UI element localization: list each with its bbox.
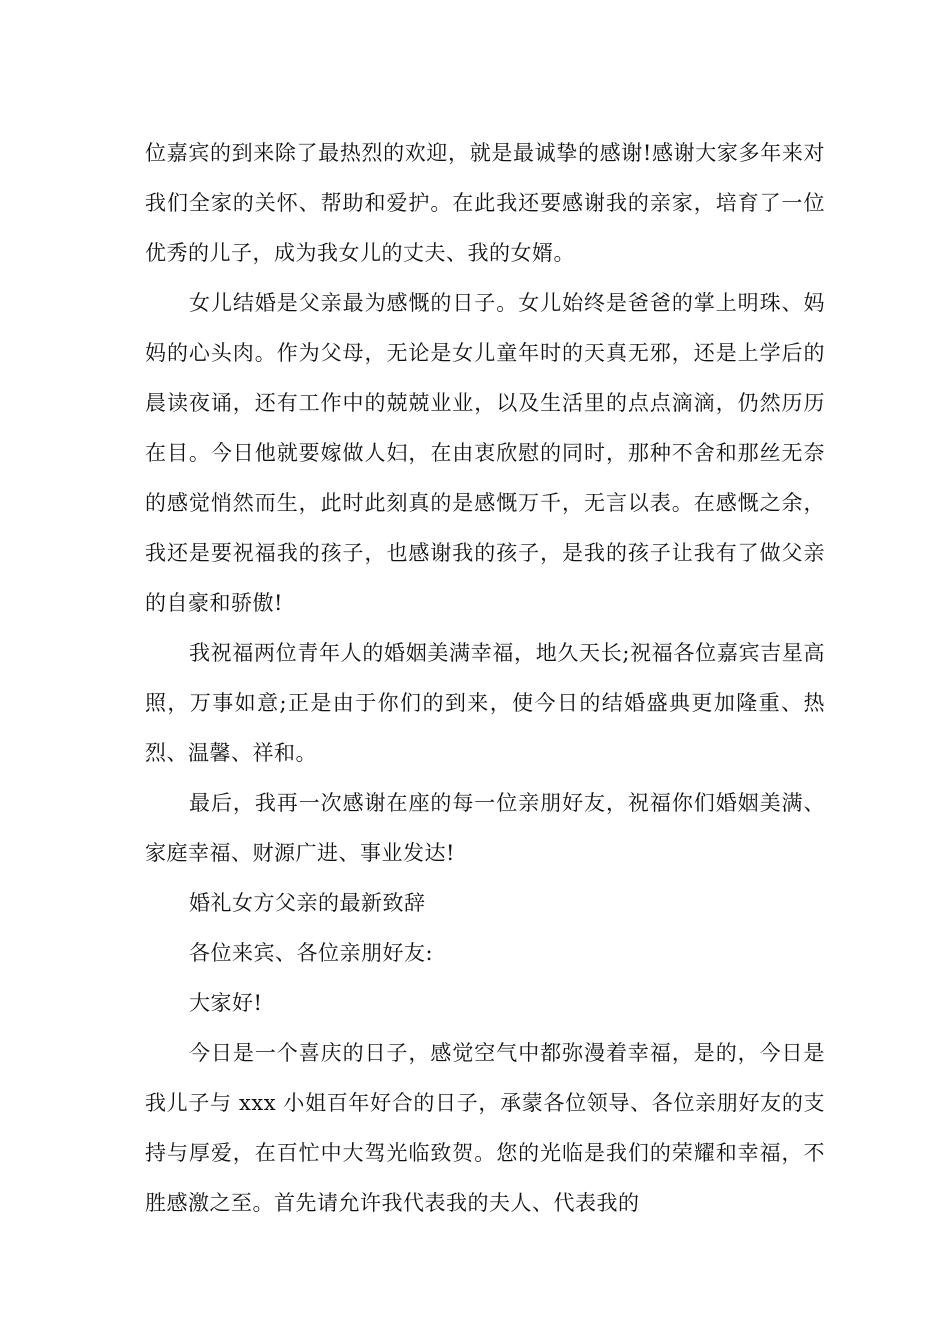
section-title: 婚礼女方父亲的最新致辞 [189, 891, 426, 915]
paragraph: 我祝福两位青年人的婚姻美满幸福，地久天长;祝福各位嘉宾吉星高照，万事如意;正是由于你们的到来，使今日的结婚盛典更加隆重、热烈、温馨、祥和。 [145, 641, 825, 765]
document-body [145, 128, 825, 1228]
paragraph: 女儿结婚是父亲最为感慨的日子。女儿始终是爸爸的掌上明珠、妈妈的心头肉。作为父母，无论是女儿童年时的天真无邪，还是上学后的晨读夜诵，还有工作中的兢兢业业，以及生活里的点点滴滴，仍然历历在目。今日他就要嫁做人妇，在由衷欣慰的同时，那种不舍和那丝无奈的感觉悄然而生，此时此刻真的是感慨万千，无言以表。在感慨之余，我还是要祝福我的孩子，也感谢我的孩子，是我的孩子让我有了做父亲的自豪和骄傲! [145, 291, 825, 615]
greeting: 大家好! [189, 991, 263, 1015]
paragraph: 今日是一个喜庆的日子，感觉空气中都弥漫着幸福，是的，今日是我儿子与 xxx 小姐百年好合的日子，承蒙各位领导、各位亲朋好友的支持与厚爱，在百忙中大驾光临致贺。您的光临是我们的荣耀和幸福，不胜感激之至。首先请允许我代表我的夫人、代表我的 [145, 1041, 825, 1215]
salutation: 各位来宾、各位亲朋好友: [189, 941, 434, 965]
paragraph: 最后，我再一次感谢在座的每一位亲朋好友，祝福你们婚姻美满、家庭幸福、财源广进、事业发达! [145, 791, 825, 865]
paragraph-continuation: 位嘉宾的到来除了最热烈的欢迎，就是最诚挚的感谢!感谢大家多年来对我们全家的关怀、帮助和爱护。在此我还要感谢我的亲家，培育了一位优秀的儿子，成为我女儿的丈夫、我的女婿。 [145, 141, 825, 265]
